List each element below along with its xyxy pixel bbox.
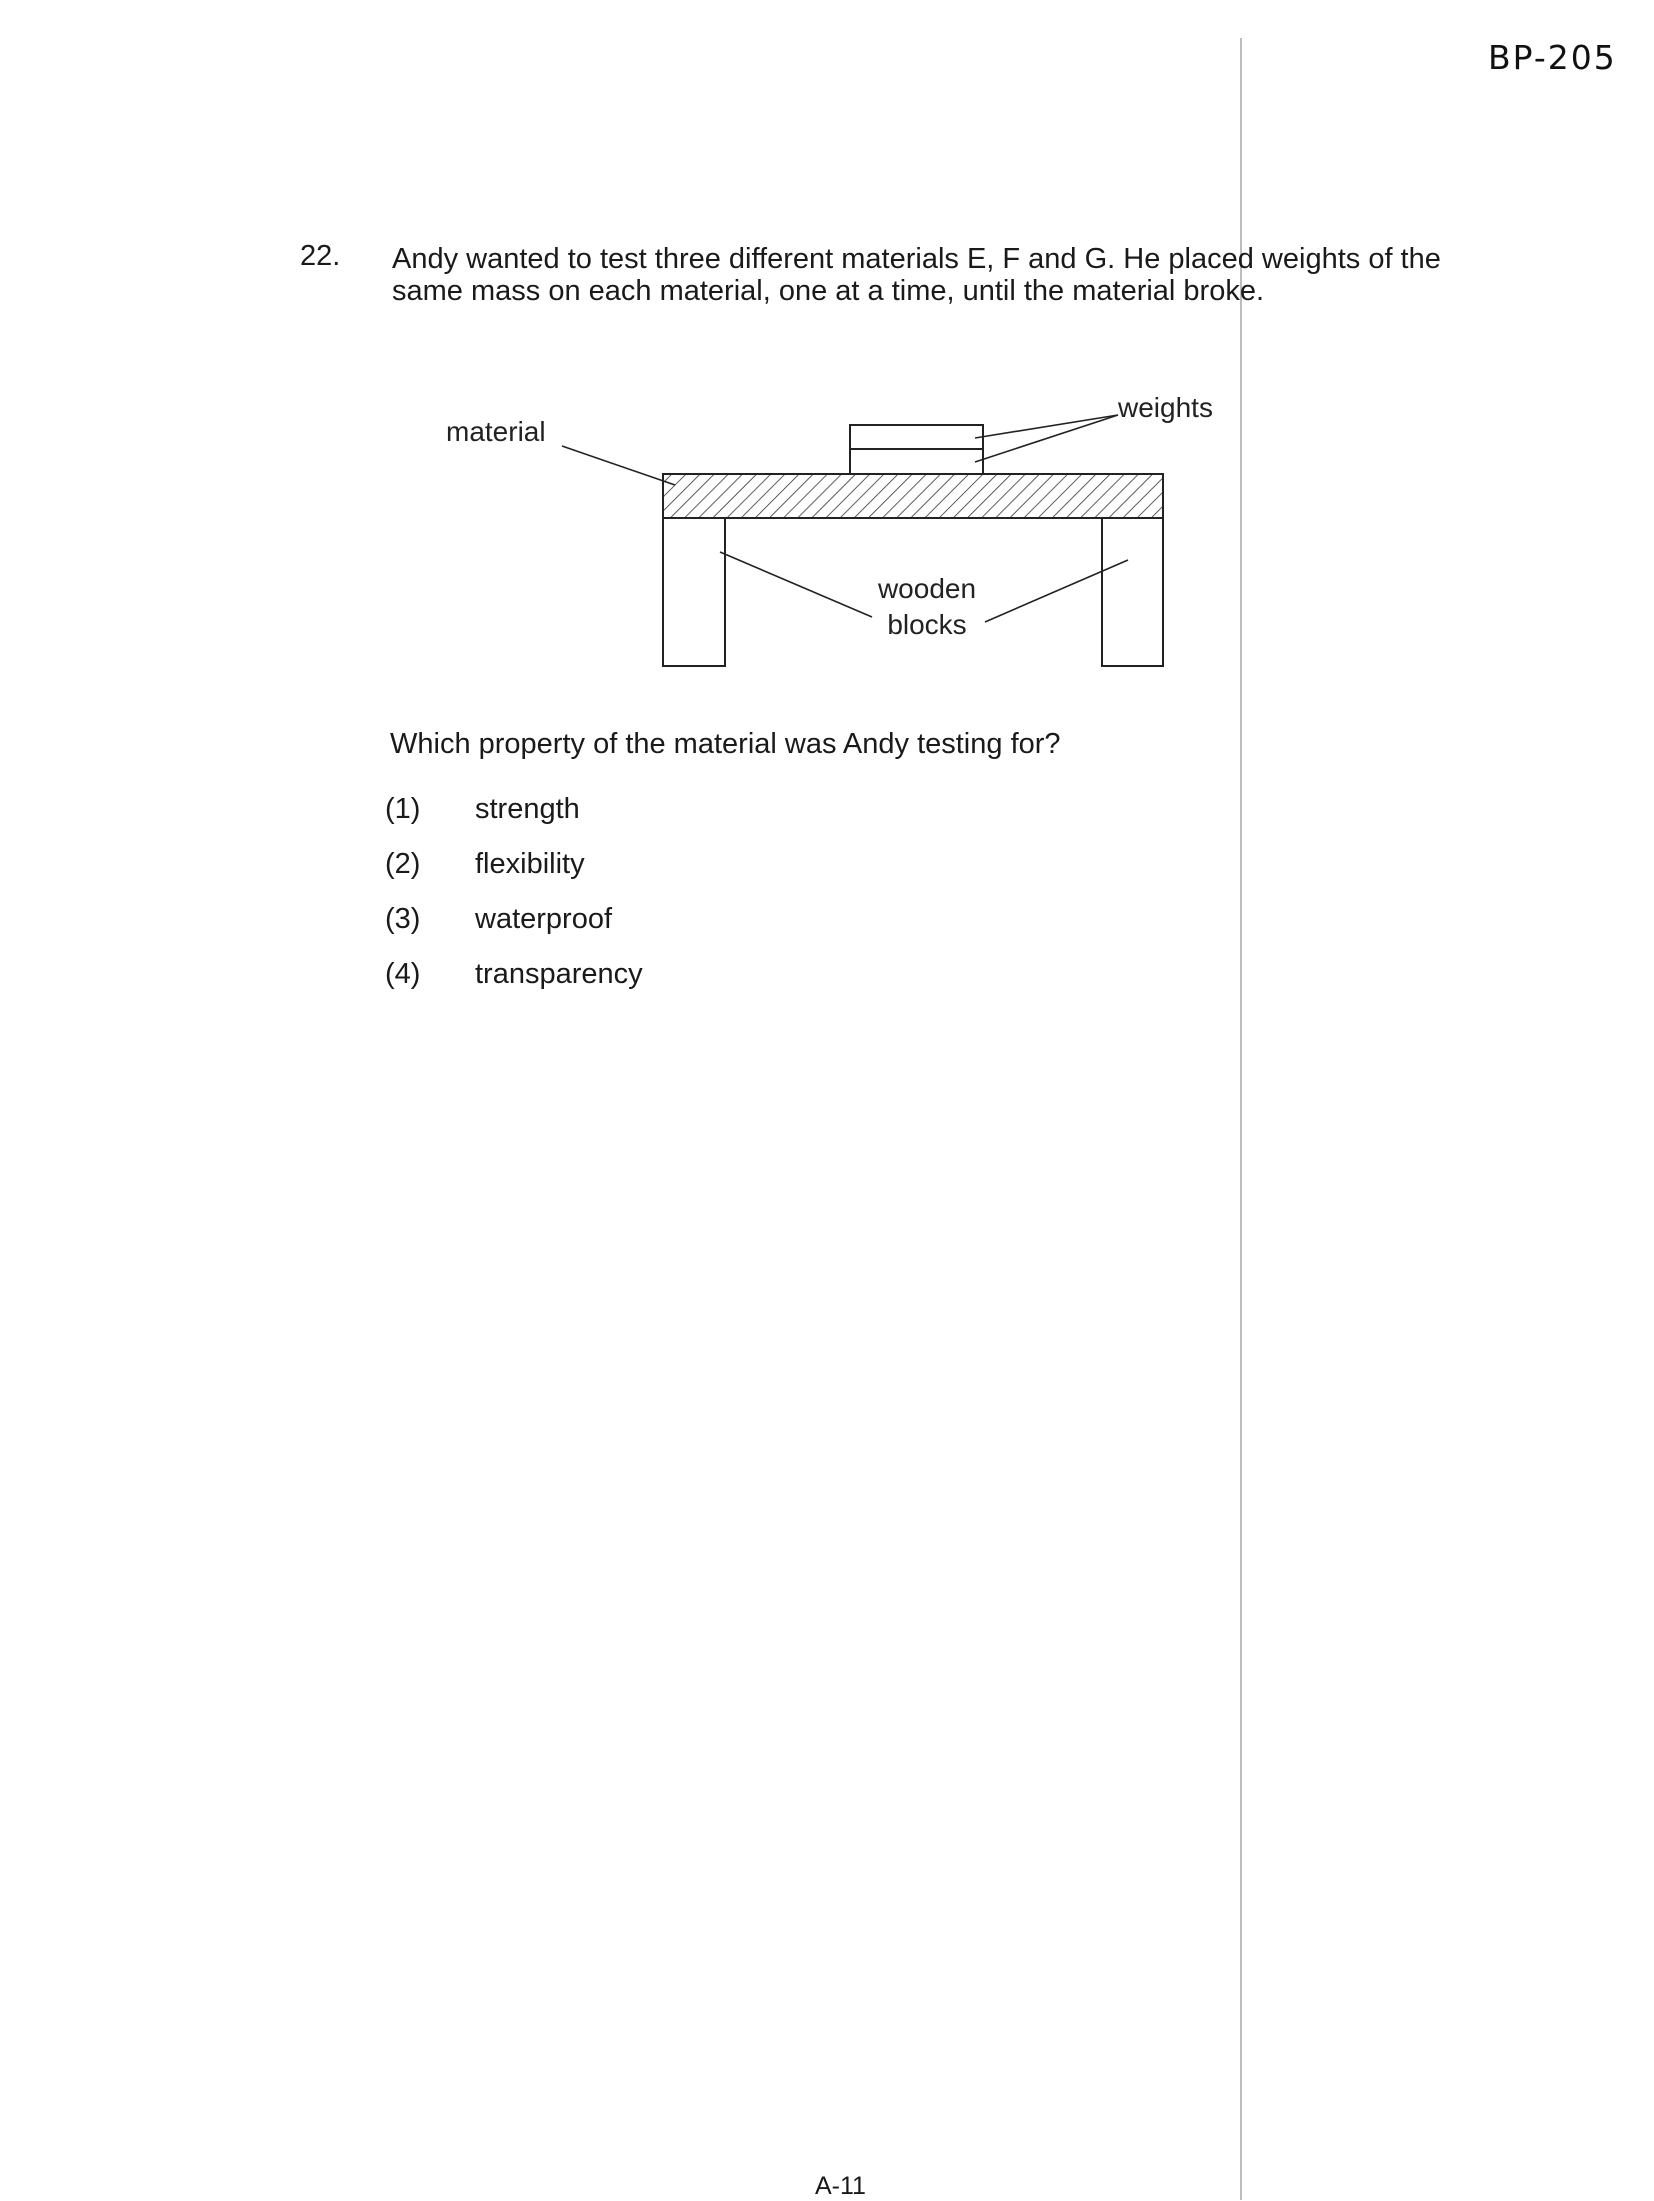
material-slab [663,474,1163,518]
answer-option-1[interactable] [385,793,643,848]
experiment-diagram [430,390,1260,690]
question-text: Andy wanted to test three different materials E, F and G. He placed weights of the same mass on each material, one at a time, until the material broke. [392,243,1441,308]
label-material: material [446,416,546,447]
wooden-leader-line-left [720,552,872,617]
page-code: BP-205 [1488,38,1617,77]
option-text: flexibility [475,848,585,880]
material-leader-line [562,446,675,485]
weights-leader-line-top [975,415,1118,438]
question-prompt: Which property of the material was Andy testing for? [390,728,1061,760]
page-number: A-11 [815,2172,866,2200]
answer-option-2[interactable] [385,848,643,903]
scan-margin-line [1240,38,1242,2200]
option-text: strength [475,793,580,825]
option-number: (1) [385,793,421,825]
weight-block-bottom [850,449,983,474]
label-blocks: blocks [887,609,967,640]
weight-block-top [850,425,983,449]
option-number: (3) [385,903,421,935]
wooden-block-left [663,518,725,666]
label-weights: weights [1118,392,1213,423]
answer-option-4[interactable] [385,958,643,1013]
weights-leader-line-bottom [975,415,1118,462]
option-number: (2) [385,848,421,880]
label-wooden: wooden [877,573,977,604]
answer-option-3[interactable] [385,903,643,958]
option-text: waterproof [475,903,613,935]
question-number: 22. [300,240,341,272]
wooden-block-right [1102,518,1163,666]
option-text: transparency [475,958,643,990]
option-number: (4) [385,958,421,990]
answer-options [385,793,643,1013]
